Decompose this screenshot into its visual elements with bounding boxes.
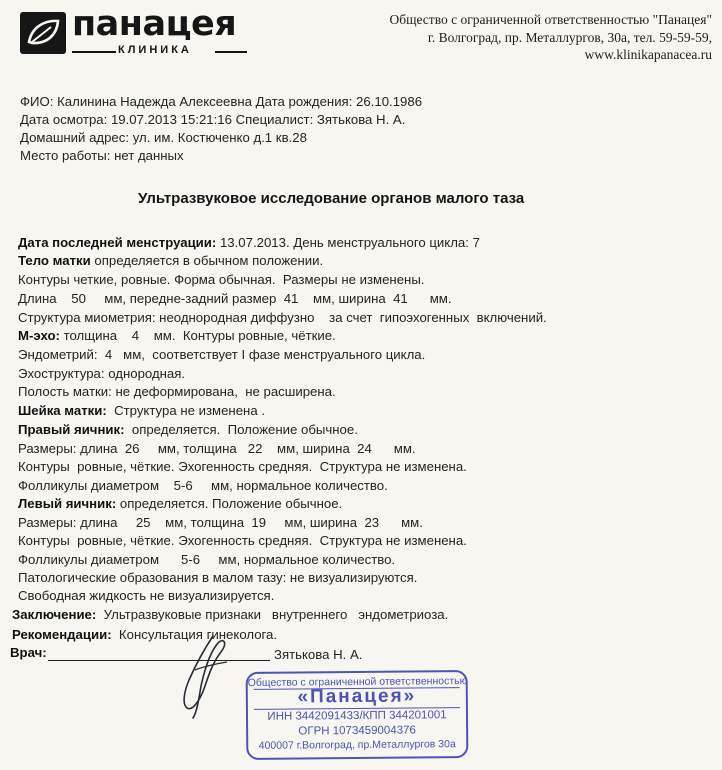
uterus-size-unit: мм. <box>429 291 452 306</box>
dob-label: Дата рождения: <box>255 94 353 109</box>
address-value: ул. им. Костюченко д.1 кв.28 <box>132 130 307 145</box>
fio-value: Калинина Надежда Алексеевна <box>57 94 252 109</box>
logo-subtitle: КЛИНИКА <box>118 44 192 56</box>
logo-rule-right <box>215 51 247 53</box>
stamp-ogrn: ОГРН 1073459004376 <box>298 724 416 738</box>
uterus-size-mid1: мм, передне-задний размер <box>104 291 277 306</box>
left-ovary-follicles: Фолликулы диаметром 5-6 мм, нормальное количество. <box>18 552 396 567</box>
right-ovary-row <box>18 422 358 438</box>
right-ovary-label: Правый яичник: <box>18 422 125 437</box>
left-ovary-label: Левый яичник: <box>18 496 117 511</box>
stamp-inn: ИНН 3442091433/КПП 344201001 <box>267 709 447 723</box>
handwritten-signature-icon <box>175 628 245 723</box>
left-ovary-sizes: Размеры: длина 25 мм, толщина 19 мм, ширина 23 мм. <box>18 515 423 530</box>
mecho-value: толщина 4 мм. Контуры ровные, чёткие. <box>63 328 336 343</box>
cycle-day-label: День менструального цикла: <box>293 235 469 250</box>
cavity-row: Полость матки: не деформирована, не расширена. <box>18 384 336 399</box>
uterus-size-pre: Длина <box>18 291 57 306</box>
endometrium-row: Эндометрий: 4 мм, соответствует I фазе менструального цикла. <box>18 347 426 362</box>
company-name: Общество с ограниченной ответственностью "Панацея" <box>389 12 712 27</box>
company-address: г. Волгоград, пр. Металлургов, 30а, тел. 59-59-59, <box>427 30 712 45</box>
uterus-size-mid2: мм, ширина <box>313 291 386 306</box>
lmp-value: 13.07.2013. <box>219 235 290 250</box>
right-ovary-follicles: Фолликулы диаметром 5-6 мм, нормальное количество. <box>18 478 388 493</box>
exam-date-value: 19.07.2013 15:21:16 <box>110 112 232 127</box>
stamp-company-name: «Панацея» <box>297 685 417 708</box>
specialist-label: Специалист: <box>235 112 314 127</box>
right-ovary-value: определяется. Положение обычное. <box>131 422 358 437</box>
report-title: Ультразвуковое исследование органов малого таза <box>138 190 525 207</box>
logo-rule-left <box>72 51 116 53</box>
stamp-address: 400007 г.Волгоград, пр.Металлургов 30а <box>258 738 456 752</box>
work-label: Место работы: <box>20 148 111 163</box>
logo-name: панацея <box>72 4 237 44</box>
doctor-label: Врач: <box>10 645 47 660</box>
patient-fio-row <box>20 94 422 110</box>
uterus-contours: Контуры четкие, ровные. Форма обычная. Размеры не изменены. <box>18 272 425 287</box>
fio-label: ФИО: <box>20 94 54 109</box>
doctor-name: Зятькова Н. А. <box>274 647 363 662</box>
uterus-length: 50 <box>71 291 86 306</box>
cervix-value: Структура не изменена . <box>114 403 265 418</box>
company-stamp <box>246 670 469 760</box>
dob-value: 26.10.1986 <box>356 94 423 109</box>
uterus-width: 41 <box>393 291 408 306</box>
conclusion-label: Заключение: <box>12 607 97 622</box>
right-ovary-sizes: Размеры: длина 26 мм, толщина 22 мм, ширина 24 мм. <box>18 441 416 456</box>
lmp-row <box>18 235 480 251</box>
uterus-sizes-row <box>18 291 452 307</box>
exam-date-label: Дата осмотра: <box>20 112 108 127</box>
work-row <box>20 148 184 164</box>
mecho-row <box>18 328 336 344</box>
left-ovary-value: определяется. Положение обычное. <box>119 496 343 511</box>
uterus-ap: 41 <box>283 291 299 306</box>
uterus-value: определяется в обычном положении. <box>94 253 324 268</box>
lmp-label: Дата последней менструации: <box>18 235 217 250</box>
address-label: Домашний адрес: <box>20 130 130 145</box>
cervix-label: Шейка матки: <box>18 403 107 418</box>
specialist-value: Зятькова Н. А. <box>316 112 406 127</box>
work-value: нет данных <box>114 148 184 163</box>
stamp-org-type: Общество с ограниченной ответственностью <box>247 675 468 689</box>
left-ovary-row <box>18 496 342 512</box>
cervix-row <box>18 403 265 419</box>
myometrium-row: Структура миометрия: неоднородная диффузно за счет гипоэхогенных включений. <box>18 310 547 325</box>
fluid-row: Свободная жидкость не визуализируется. <box>18 588 275 603</box>
recommendations-value: Консультация гинеколога. <box>118 627 278 642</box>
right-ovary-contours: Контуры ровные, чёткие. Эхогенность средняя. Структура не изменена. <box>18 459 467 474</box>
exam-date-row <box>20 112 405 128</box>
conclusion-value: Ультразвуковые признаки внутреннего эндометриоза. <box>103 607 449 622</box>
uterus-label: Тело матки <box>18 253 91 268</box>
address-row <box>20 130 307 146</box>
mecho-label: М-эхо: <box>18 328 60 343</box>
conclusion-row <box>12 607 448 623</box>
pathology-row: Патологические образования в малом тазу: не визуализируются. <box>18 570 418 585</box>
cycle-day-value: 7 <box>472 235 480 250</box>
clinic-logo-icon <box>20 12 66 54</box>
uterus-row <box>18 253 323 269</box>
echostructure-row: Эхоструктура: однородная. <box>18 366 186 381</box>
company-website: www.klinikapanacea.ru <box>584 47 712 62</box>
recommendations-label: Рекомендации: <box>12 627 112 642</box>
left-ovary-contours: Контуры ровные, чёткие. Эхогенность средняя. Структура не изменена. <box>18 533 467 548</box>
